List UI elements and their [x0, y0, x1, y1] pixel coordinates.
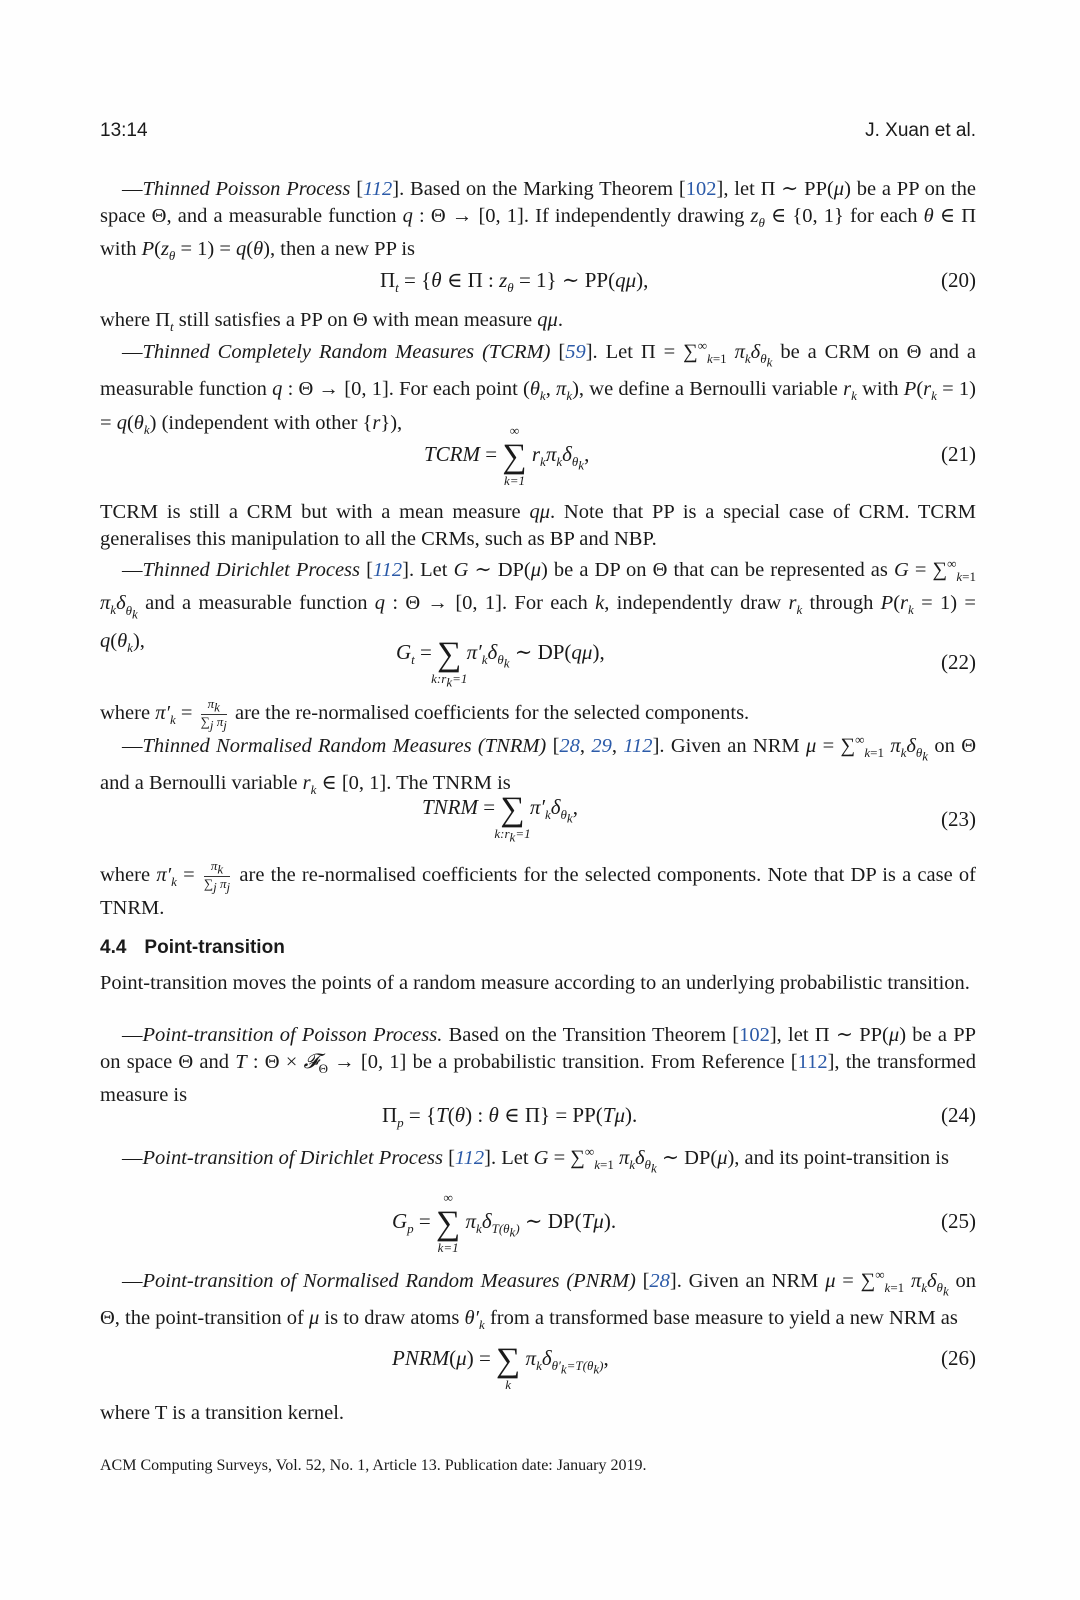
paragraph-transition-kernel: where T is a transition kernel. [100, 1402, 345, 1424]
running-authors: J. Xuan et al. [865, 120, 976, 141]
equation-26: PNRM(μ) = ∑ k $\pi_k\delta_{\theta'_k=T(\theta_k)}$, (26) [392, 1342, 976, 1392]
page-number: 13:14 [100, 120, 148, 141]
equation-number: (20) [941, 268, 976, 292]
paragraph-pt-nrm: —Point-transition of Normalised Random Measures (PNRM) [28]. Given an NRM $\mu = \sum^\infty_{k=1}$ $\pi_k\delta_{\theta_k}$ on Θ, the point-transition of μ is to draw atoms $\theta'_k$ from a transformed base measure to yield a new NRM as [100, 1267, 977, 1333]
paragraph-thinned-pp-mean: where $\Pi_t$ still satisfies a PP on Θ with mean measure qμ. [100, 309, 563, 335]
citation-link[interactable]: 112 [363, 178, 393, 200]
citation-link[interactable]: 112 [797, 1050, 828, 1073]
paragraph-thinned-poisson: —Thinned Poisson Process [112]. Based on the Marking Theorem [102], let Π ∼ PP(μ) be a PP on the space Θ, and a measurable function q : Θ → [0, 1]. If independently drawing $z_\theta$ ∈ {0, 1} for each θ ∈ Π with $P(z_\theta = 1) = q(\theta)$, then a new PP is [100, 178, 977, 264]
equation-24: $\Pi_p = \{T(\theta)$ : θ ∈ Π} = PP(Tμ). (24) [382, 1103, 976, 1131]
equation-21: TCRM = ∑ ∞ k=1 $r_k\pi_k\delta_{\theta_k}$, (21) [424, 423, 976, 488]
citation-link[interactable]: 102 [685, 178, 717, 200]
citation-link[interactable]: 59 [565, 340, 586, 363]
paragraph-thinned-nrm: —Thinned Normalised Random Measures (TNRM) [28, 29, 112]. Given an NRM $\mu = \sum^\infty_{k=1}$ $\pi_k\delta_{\theta_k}$ on Θ and a Bernoulli variable $r_k$ ∈ [0, 1]. The TNRM is [100, 732, 977, 798]
equation-number: (25) [941, 1209, 976, 1233]
paragraph-point-transition-intro: Point-transition moves the points of a random measure according to an underlying probabilistic transition. [100, 972, 970, 994]
page-footer: ACM Computing Surveys, Vol. 52, No. 1, Article 13. Publication date: January 2019. [100, 1457, 647, 1474]
citation-link[interactable]: 112 [372, 558, 403, 581]
equation-number: (21) [941, 442, 976, 466]
paragraph-dp-renorm: where $\pi'_k$ = $\frac{\pi_k}{\sum_j \pi_j}$ are the re-normalised coefficients for the selected components. [100, 696, 750, 733]
citation-link[interactable]: 112 [454, 1146, 485, 1169]
section-heading: 4.4 Point-transition [100, 937, 285, 958]
paragraph-thinned-dirichlet: —Thinned Dirichlet Process [112]. Let G ∼ DP(μ) be a DP on Θ that can be represented as $G = \sum^\infty_{k=1}$ $\pi_k\delta_{\theta_k}$ and a measurable function q : Θ → [0, 1]. For each k, independently draw $r_k$ through $P(r_k = 1) = q(\theta_k)$, [100, 556, 976, 655]
citation-link[interactable]: 29 [591, 734, 612, 757]
paragraph-pt-poisson: —Point-transition of Poisson Process. Based on the Transition Theorem [102], let Π ∼ PP(μ) be a PP on space Θ and T : Θ × 𝓕$_\Theta$ → [0, 1] be a probabilistic transition. From Reference [112], the transformed measure is [100, 1024, 977, 1107]
citation-link[interactable]: 112 [623, 734, 653, 757]
equation-number: (26) [941, 1346, 976, 1370]
equation-number: (23) [941, 807, 976, 831]
equation-20: $\Pi_t = \{\theta$ ∈ Π : $z_\theta = 1$} ∼ PP(qμ), (20) [380, 268, 976, 296]
equation-25: $G_p$ = ∑ ∞ k=1 $\pi_k\delta_{T(\theta_k)}$ ∼ DP(Tμ). (25) [392, 1190, 976, 1255]
citation-link[interactable]: 28 [649, 1269, 670, 1292]
equation-number: (22) [941, 650, 976, 674]
paragraph-pt-dirichlet: —Point-transition of Dirichlet Process [112]. Let $G = \sum^\infty_{k=1}$ $\pi_k\delta_{\theta_k}$ ∼ DP(μ), and its point-transition is [122, 1144, 949, 1176]
equation-23: TNRM = ∑ $k:r_k=1$ $\pi'_k\delta_{\theta_k}$, (23) [422, 791, 976, 845]
citation-link[interactable]: 102 [739, 1024, 770, 1046]
paragraph-tnrm-renorm: where $\pi'_k$ = $\frac{\pi_k}{\sum_j \pi_j}$ are the re-normalised coefficients for the selected components. Note that DP is a case of TNRM. [100, 858, 976, 920]
equation-number: (24) [941, 1103, 976, 1127]
citation-link[interactable]: 28 [559, 734, 580, 757]
paragraph-tcrm-note: TCRM is still a CRM but with a mean measure qμ. Note that PP is a special case of CRM. TCRM generalises this manipulation to all the CRMs, such as BP and NBP. [100, 501, 976, 550]
equation-22: $G_t$ = ∑ $k:r_k=1$ $\pi'_k\delta_{\theta_k}$ ∼ DP(qμ), (22) [396, 636, 976, 690]
paragraph-thinned-crm: —Thinned Completely Random Measures (TCRM) [59]. Let $\Pi = \sum^\infty_{k=1}$ $\pi_k\delta_{\theta_k}$ be a CRM on Θ and a measurable function q : Θ → [0, 1]. For each point ($\theta_k$, $\pi_k$), we define a Bernoulli variable $r_k$ with $P(r_k = 1) = q(\theta_k)$ (independent with other {r}), [100, 338, 977, 437]
